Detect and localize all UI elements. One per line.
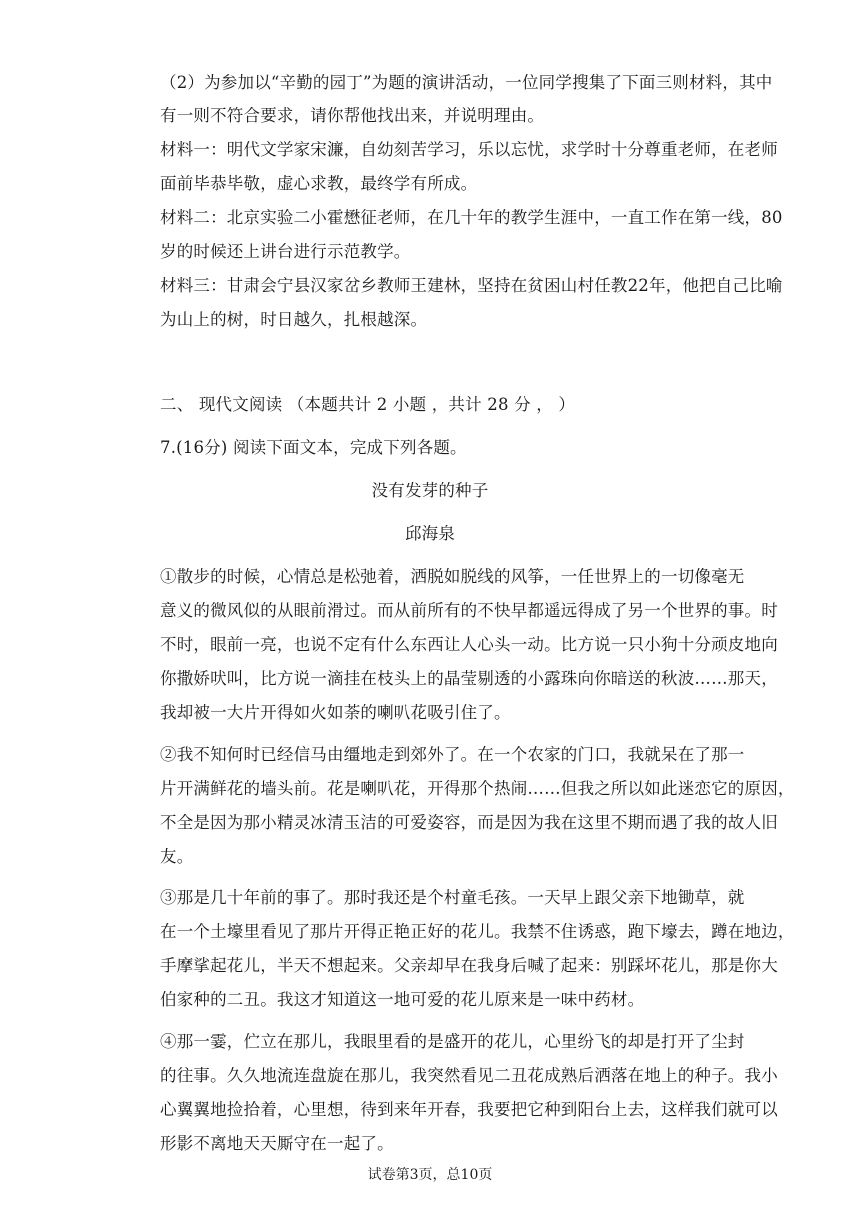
paragraph-line: 你撒娇吠叫，比方说一滴挂在枝头上的晶莹剔透的小露珠向你暗送的秋波……那天， <box>160 669 778 688</box>
question-prompt-line: （2）为参加以“辛勤的园丁”为题的演讲活动，一位同学搜集了下面三则材料，其中 <box>160 73 773 92</box>
paragraph-line: 手摩挲起花儿，半天不想起来。父亲却早在我身后喊了起来：别踩坏花儿，那是你大 <box>160 956 778 975</box>
question-stem: 7.(16分) 阅读下面文本，完成下列各题。 <box>160 438 467 457</box>
page-footer: 试卷第3页，总10页 <box>367 1167 493 1183</box>
paragraph-line: 意义的微风似的从眼前滑过。而从前所有的不快早都遥远得成了另一个世界的事。时 <box>160 601 778 620</box>
question-prompt-line: 有一则不符合要求，请你帮他找出来，并说明理由。 <box>160 106 545 125</box>
material-one-line: 面前毕恭毕敬，虚心求教，最终学有所成。 <box>160 174 478 193</box>
paragraph-line: 我却被一大片开得如火如荼的喇叭花吸引住了。 <box>160 703 511 722</box>
paragraph-line: 不时，眼前一亮，也说不定有什么东西让人心头一动。比方说一只小狗十分顽皮地向 <box>160 635 778 654</box>
article-title: 没有发芽的种子 <box>371 481 489 500</box>
paragraph-line: 在一个土壕里看见了那片开得正艳正好的花儿。我禁不住诱惑，跑下壕去，蹲在地边， <box>160 922 795 941</box>
paragraph-line: 不全是因为那小精灵冰清玉洁的可爱姿容，而是因为我在这里不期而遇了我的故人旧 <box>160 813 778 832</box>
paragraph-line: ②我不知何时已经信马由缰地走到郊外了。在一个农家的门口，我就呆在了那一 <box>160 745 745 764</box>
paragraph-line: 片开满鲜花的墙头前。花是喇叭花，开得那个热闹……但我之所以如此迷恋它的原因， <box>160 779 795 798</box>
paragraph-line: ④那一霎，伫立在那儿，我眼里看的是盛开的花儿，心里纷飞的却是打开了尘封 <box>160 1032 745 1051</box>
paragraph-line: ③那是几十年前的事了。那时我还是个村童毛孩。一天早上跟父亲下地锄草，就 <box>160 888 745 907</box>
paragraph-line: 友。 <box>160 847 194 866</box>
material-three-line: 为山上的树，时日越久，扎根越深。 <box>160 310 428 329</box>
paragraph-line: 形影不离地天天厮守在一起了。 <box>160 1134 394 1153</box>
material-two-line: 岁的时候还上讲台进行示范教学。 <box>160 242 411 261</box>
paragraph-line: 心翼翼地捡拾着，心里想，待到来年开春，我要把它种到阳台上去，这样我们就可以 <box>160 1100 778 1119</box>
section-heading: 二、 现代文阅读 （本题共计 2 小题 ，共计 28 分 ， ） <box>160 395 576 414</box>
material-two-line: 材料二：北京实验二小霍懋征老师，在几十年的教学生涯中，一直工作在第一线，80 <box>160 208 783 227</box>
article-author: 邱海泉 <box>404 524 456 543</box>
paragraph-line: 伯家种的二丑。我这才知道这一地可爱的花儿原来是一味中药材。 <box>160 990 645 1009</box>
material-three-line: 材料三：甘肃会宁县汉家岔乡教师王建林，坚持在贫困山村任教22年，他把自己比喻 <box>160 276 783 295</box>
paragraph-line: ①散步的时候，心情总是松弛着，洒脱如脱线的风筝，一任世界上的一切像毫无 <box>160 567 745 586</box>
material-one-line: 材料一：明代文学家宋濂，自幼刻苦学习，乐以忘忧，求学时十分尊重老师，在老师 <box>160 140 778 159</box>
paragraph-line: 的往事。久久地流连盘旋在那儿，我突然看见二丑花成熟后洒落在地上的种子。我小 <box>160 1066 778 1085</box>
